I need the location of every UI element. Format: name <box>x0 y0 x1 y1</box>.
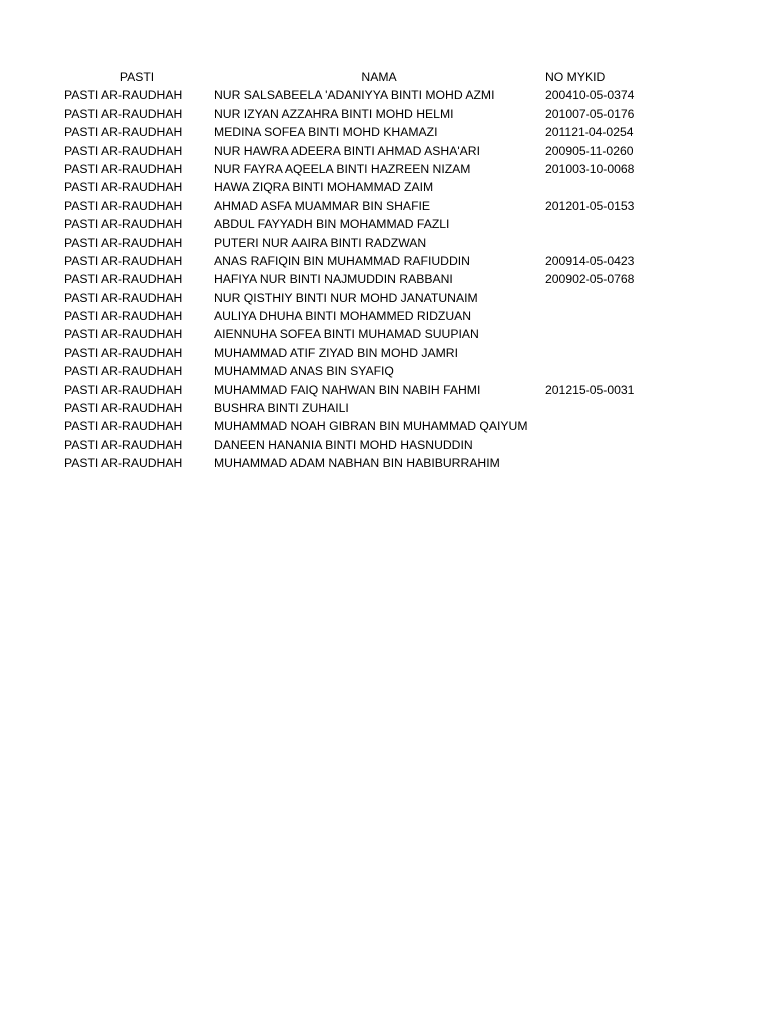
cell-pasti: PASTI AR-RAUDHAH <box>64 456 183 471</box>
student-list-sheet <box>60 68 740 473</box>
table-row <box>60 344 740 362</box>
cell-mykid: 200902-05-0768 <box>545 272 635 287</box>
cell-pasti: PASTI AR-RAUDHAH <box>64 143 183 158</box>
table-row <box>60 436 740 454</box>
cell-pasti: PASTI AR-RAUDHAH <box>64 198 183 213</box>
cell-pasti: PASTI AR-RAUDHAH <box>64 345 183 360</box>
cell-nama: MUHAMMAD ANAS BIN SYAFIQ <box>214 364 394 379</box>
table-row <box>60 142 740 160</box>
table-row <box>60 105 740 123</box>
cell-mykid: 201007-05-0176 <box>545 106 635 121</box>
cell-mykid: 201215-05-0031 <box>545 382 635 397</box>
cell-nama: NUR HAWRA ADEERA BINTI AHMAD ASHA'ARI <box>214 143 480 158</box>
header-mykid: NO MYKID <box>545 70 606 84</box>
cell-pasti: PASTI AR-RAUDHAH <box>64 217 183 232</box>
cell-nama: NUR QISTHIY BINTI NUR MOHD JANATUNAIM <box>214 290 478 305</box>
table-row <box>60 289 740 307</box>
cell-pasti: PASTI AR-RAUDHAH <box>64 437 183 452</box>
cell-pasti: PASTI AR-RAUDHAH <box>64 125 183 140</box>
cell-nama: NUR FAYRA AQEELA BINTI HAZREEN NIZAM <box>214 161 471 176</box>
cell-nama: HAWA ZIQRA BINTI MOHAMMAD ZAIM <box>214 180 434 195</box>
table-row <box>60 160 740 178</box>
cell-nama: MUHAMMAD FAIQ NAHWAN BIN NABIH FAHMI <box>214 382 481 397</box>
cell-nama: ABDUL FAYYADH BIN MOHAMMAD FAZLI <box>214 217 450 232</box>
cell-nama: AIENNUHA SOFEA BINTI MUHAMAD SUUPIAN <box>214 327 479 342</box>
table-row <box>60 215 740 233</box>
table-row <box>60 123 740 141</box>
cell-nama: NUR SALSABEELA 'ADANIYYA BINTI MOHD AZMI <box>214 88 495 103</box>
cell-pasti: PASTI AR-RAUDHAH <box>64 88 183 103</box>
table-row <box>60 381 740 399</box>
cell-mykid: 200905-11-0260 <box>545 143 634 158</box>
cell-mykid: 201003-10-0068 <box>545 161 635 176</box>
cell-pasti: PASTI AR-RAUDHAH <box>64 309 183 324</box>
table-row <box>60 325 740 343</box>
cell-nama: DANEEN HANANIA BINTI MOHD HASNUDDIN <box>214 437 473 452</box>
cell-pasti: PASTI AR-RAUDHAH <box>64 161 183 176</box>
cell-pasti: PASTI AR-RAUDHAH <box>64 106 183 121</box>
table-row <box>60 454 740 472</box>
cell-mykid: 201121-04-0254 <box>545 125 634 140</box>
cell-mykid: 200914-05-0423 <box>545 253 635 268</box>
table-row <box>60 234 740 252</box>
cell-pasti: PASTI AR-RAUDHAH <box>64 419 183 434</box>
cell-nama: NUR IZYAN AZZAHRA BINTI MOHD HELMI <box>214 106 454 121</box>
cell-nama: PUTERI NUR AAIRA BINTI RADZWAN <box>214 235 427 250</box>
table-row <box>60 270 740 288</box>
cell-mykid: 200410-05-0374 <box>545 88 635 103</box>
cell-nama: AULIYA DHUHA BINTI MOHAMMED RIDZUAN <box>214 309 472 324</box>
cell-pasti: PASTI AR-RAUDHAH <box>64 290 183 305</box>
cell-nama: AHMAD ASFA MUAMMAR BIN SHAFIE <box>214 198 431 213</box>
cell-nama: MUHAMMAD ADAM NABHAN BIN HABIBURRAHIM <box>214 456 500 471</box>
table-row <box>60 197 740 215</box>
cell-nama: HAFIYA NUR BINTI NAJMUDDIN RABBANI <box>214 272 453 287</box>
cell-nama: ANAS RAFIQIN BIN MUHAMMAD RAFIUDDIN <box>214 253 470 268</box>
table-row <box>60 252 740 270</box>
cell-mykid: 201201-05-0153 <box>545 198 635 213</box>
cell-pasti: PASTI AR-RAUDHAH <box>64 272 183 287</box>
table-body <box>60 86 740 472</box>
cell-pasti: PASTI AR-RAUDHAH <box>64 401 183 416</box>
cell-pasti: PASTI AR-RAUDHAH <box>64 253 183 268</box>
cell-nama: MEDINA SOFEA BINTI MOHD KHAMAZI <box>214 125 438 140</box>
table-header-row <box>60 68 740 86</box>
cell-pasti: PASTI AR-RAUDHAH <box>64 235 183 250</box>
table-row <box>60 417 740 435</box>
table-row <box>60 178 740 196</box>
cell-nama: BUSHRA BINTI ZUHAILI <box>214 401 349 416</box>
cell-nama: MUHAMMAD ATIF ZIYAD BIN MOHD JAMRI <box>214 345 458 360</box>
table-row <box>60 399 740 417</box>
header-nama: NAMA <box>361 70 397 84</box>
table-row <box>60 86 740 104</box>
cell-pasti: PASTI AR-RAUDHAH <box>64 180 183 195</box>
cell-pasti: PASTI AR-RAUDHAH <box>64 382 183 397</box>
table-row <box>60 362 740 380</box>
cell-pasti: PASTI AR-RAUDHAH <box>64 327 183 342</box>
table-row <box>60 307 740 325</box>
header-pasti: PASTI <box>119 70 155 84</box>
cell-pasti: PASTI AR-RAUDHAH <box>64 364 183 379</box>
cell-nama: MUHAMMAD NOAH GIBRAN BIN MUHAMMAD QAIYUM <box>214 419 528 434</box>
